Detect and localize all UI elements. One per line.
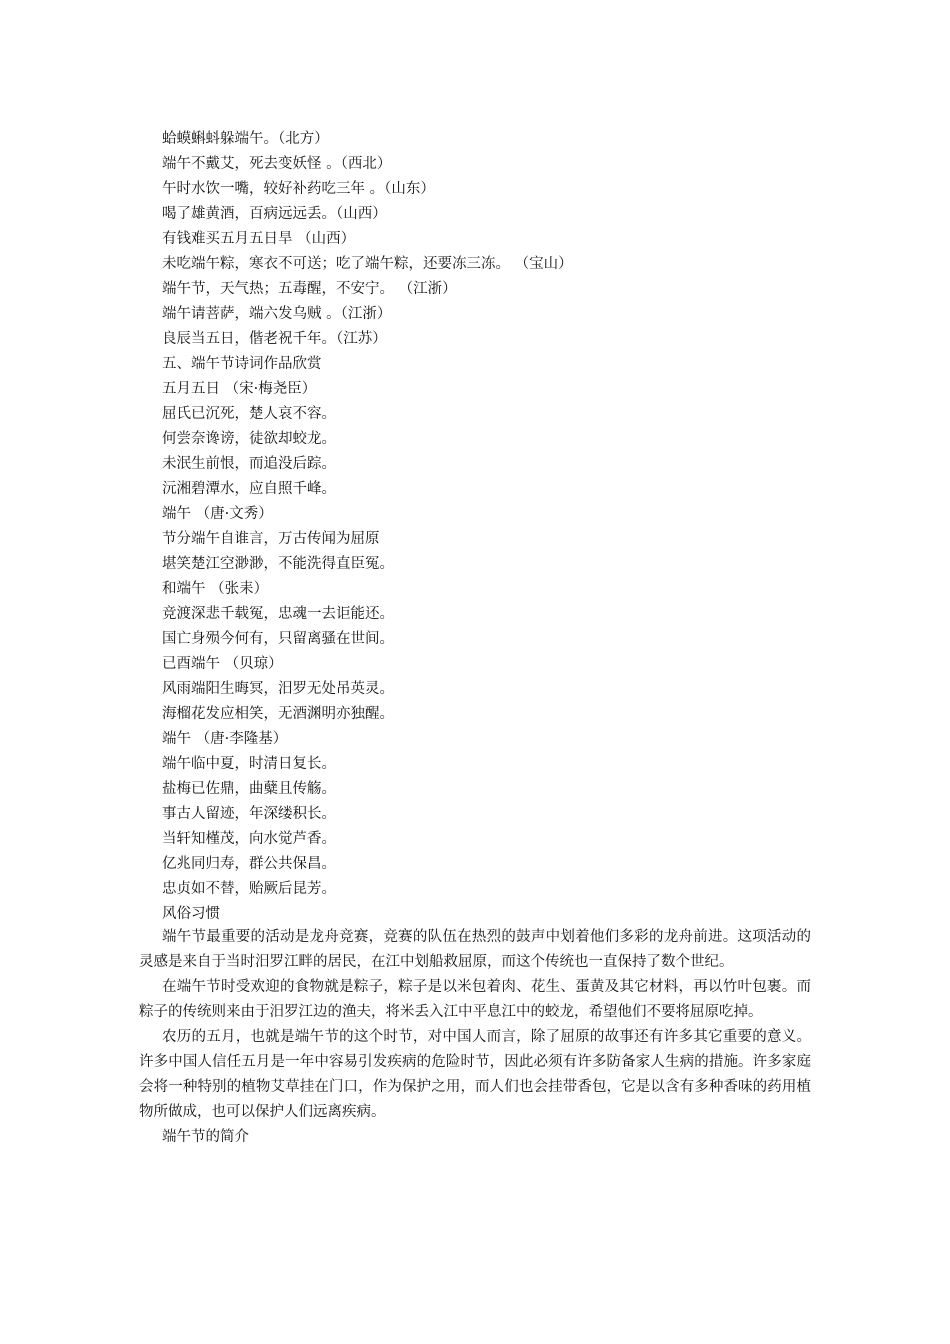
poem-line: 亿兆同归寿，群公共保昌。 — [162, 856, 336, 872]
poem-title-4: 已酉端午 （贝琼） — [162, 656, 283, 672]
poem-line: 盐梅已佐鼎，曲糵且传觞。 — [162, 781, 336, 797]
poem-line: 风雨端阳生晦冥，汨罗无处吊英灵。 — [162, 681, 394, 697]
poem-line: 国亡身殒今何有，只留离骚在世间。 — [162, 631, 394, 647]
poem-title-3: 和端午 （张耒） — [162, 581, 269, 597]
line-proverb-1: 蛤蟆蝌蚪躲端午。（北方） — [162, 131, 329, 147]
line-proverb-7: 端午节，天气热；五毒醒，不安宁。 （江浙） — [162, 281, 457, 297]
poem-line: 海榴花发应相笑，无酒渊明亦独醒。 — [162, 706, 394, 722]
line-proverb-5: 有钱难买五月五日旱 （山西） — [162, 231, 356, 247]
poem-line: 忠贞如不替，贻厥后昆芳。 — [162, 881, 336, 897]
paragraph-zongzi: 在端午节时受欢迎的食物就是粽子，粽子是以米包着肉、花生、蛋黄及其它材料，再以竹叶包裹。而粽子的传统则来由于汨罗江边的渔夫，将米丢入江中平息江中的蛟龙，希望他们不要将屈原吃掉。 — [139, 979, 811, 1020]
line-proverb-9: 良辰当五日，偕老祝千年。（江苏） — [162, 331, 387, 347]
line-proverb-4: 喝了雄黄酒，百病远远丢。（山西） — [162, 206, 387, 222]
poem-line: 屈氏已沉死，楚人哀不容。 — [162, 406, 336, 422]
paragraph-fifth-month: 农历的五月，也就是端午节的这个时节，对中国人而言，除了屈原的故事还有许多其它重要的意义。许多中国人信任五月是一年中容易引发疾病的危险时节，因此必须有许多防备家人生病的措施。许多家庭会将一种特别的植物艾草挂在门口，作为保护之用，而人们也会挂带香包，它是以含有多种香味的药用植物所做成，也可以保护人们远离疾病。 — [139, 1029, 811, 1120]
poem-line: 事古人留迹，年深缕积长。 — [162, 806, 336, 822]
verse-lines — [162, 127, 822, 927]
section-heading-customs: 风俗习惯 — [162, 906, 220, 922]
section-heading-intro: 端午节的简介 — [162, 1129, 249, 1145]
paragraph-dragon-boat: 端午节最重要的活动是龙舟竞赛，竞赛的队伍在热烈的鼓声中划着他们多彩的龙舟前进。这项活动的灵感是来自于当时汨罗江畔的居民，在江中划船救屈原，而这个传统也一直保持了数个世纪。 — [139, 929, 811, 970]
poem-line: 沅湘碧潭水，应自照千峰。 — [162, 481, 336, 497]
poem-line: 节分端午自谁言，万古传闻为屈原 — [162, 531, 380, 547]
poem-title-1: 五月五日 （宋·梅尧臣） — [162, 381, 317, 397]
poem-line: 竞渡深悲千载冤，忠魂一去讵能还。 — [162, 606, 394, 622]
line-proverb-3: 午时水饮一嘴，较好补药吃三年 。（山东） — [162, 181, 435, 197]
poem-line: 何尝奈谗谤，徒欲却蛟龙。 — [162, 431, 336, 447]
poem-title-5: 端午 （唐·李隆基） — [162, 731, 288, 747]
poem-line: 堪笑楚江空渺渺，不能洗得直臣冤。 — [162, 556, 394, 572]
poem-line: 当轩知槿茂，向水觉芦香。 — [162, 831, 336, 847]
section-heading-poems: 五、端午节诗词作品欣赏 — [162, 356, 322, 372]
line-proverb-8: 端午请菩萨，端六发乌贼 。（江浙） — [162, 306, 392, 322]
poem-line: 端午临中夏，时清日复长。 — [162, 756, 336, 772]
line-proverb-2: 端午不戴艾，死去变妖怪 。（西北） — [162, 156, 392, 172]
poem-title-2: 端午 （唐·文秀） — [162, 506, 273, 522]
customs-paragraphs — [139, 925, 811, 1150]
line-proverb-6: 未吃端午粽，寒衣不可送；吃了端午粽，还要冻三冻。 （宝山） — [162, 256, 573, 272]
poem-line: 未泯生前恨，而追没后踪。 — [162, 456, 336, 472]
